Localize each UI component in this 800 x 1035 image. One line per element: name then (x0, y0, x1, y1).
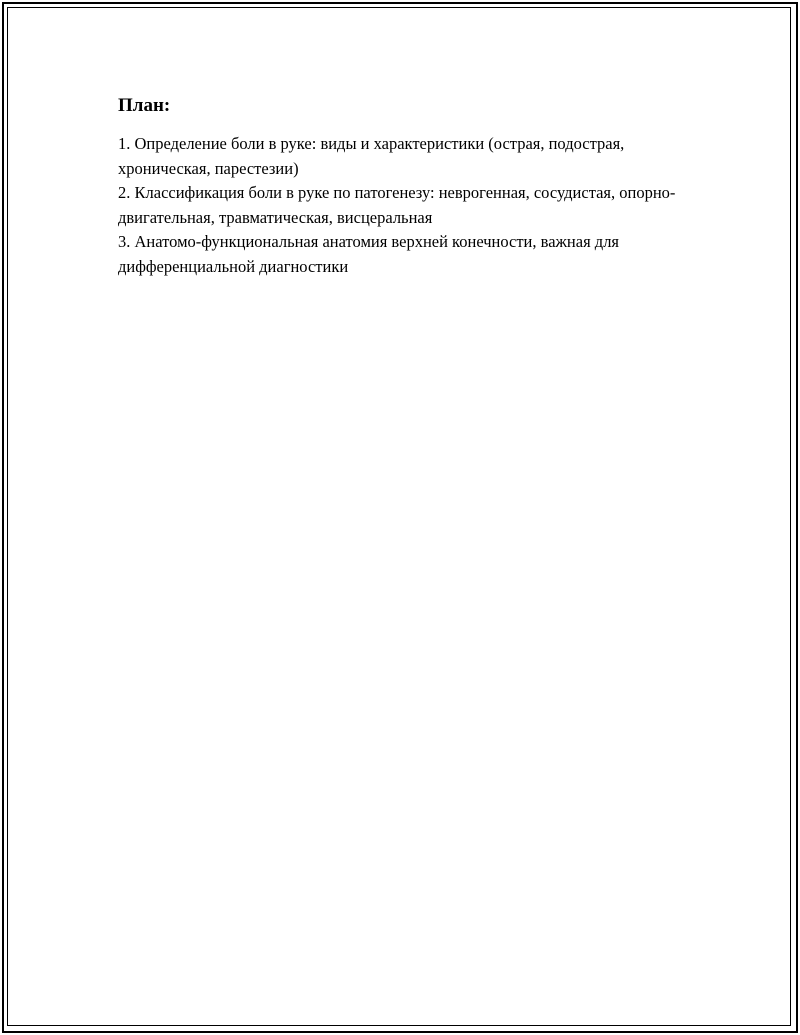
plan-list (118, 132, 718, 279)
plan-title: План: (118, 95, 171, 116)
plan-item-2: 2. Классификация боли в руке по патогенезу: неврогенная, сосудистая, опорно-двигательная, травматическая, висцеральная (118, 183, 676, 227)
plan-item-1: 1. Определение боли в руке: виды и характеристики (острая, подострая, хроническая, парестезии) (118, 134, 625, 178)
plan-item-3: 3. Анатомо-функциональная анатомия верхней конечности, важная для дифференциальной диагностики (118, 232, 620, 276)
document-body (118, 94, 718, 279)
